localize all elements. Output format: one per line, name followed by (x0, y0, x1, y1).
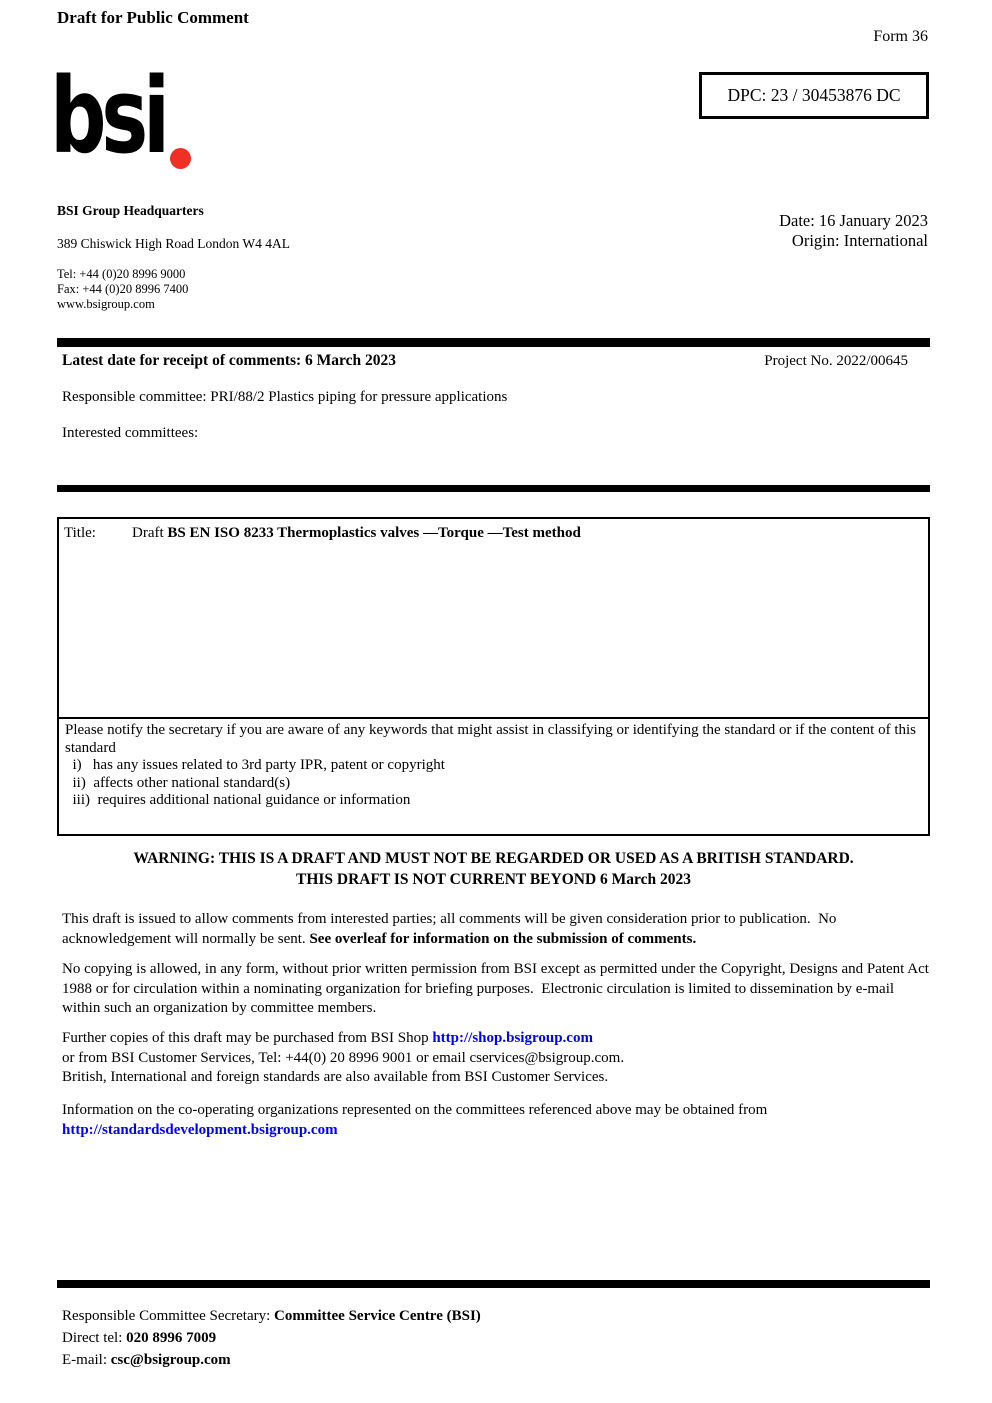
draft-issued-paragraph (62, 910, 930, 949)
hq-name: BSI Group Headquarters (57, 203, 204, 218)
warning-line-2: THIS DRAFT IS NOT CURRENT BEYOND 6 March 2023 (295, 871, 692, 888)
direct-tel-value: 020 8996 7009 (126, 1330, 217, 1346)
hq-tel: Tel: +44 (0)20 8996 9000 (57, 267, 186, 281)
direct-tel-label: Direct tel: (62, 1330, 127, 1346)
british-international-line: British, International and foreign standards are also available from BSI Customer Services. (62, 1069, 609, 1085)
bsi-logo-red-dot-icon (170, 148, 191, 169)
warning-block (57, 848, 930, 890)
dpc-number: DPC: 23 / 30453876 DC (727, 85, 901, 105)
draft-issued-text: This draft is issued to allow comments from interested parties; all comments will be given consideration prior to publication. No acknowledgement will normally be sent. (62, 911, 841, 947)
secretary-label: Responsible Committee Secretary: (62, 1308, 275, 1324)
standard-title-main: BS EN ISO 8233 Thermoplastics valves —Torque —Test method (167, 525, 581, 541)
project-number: Project No. 2022/00645 (764, 353, 908, 369)
cooperating-orgs-paragraph (62, 1100, 930, 1140)
email-value: csc@bsigroup.com (110, 1352, 231, 1368)
warning-line-1: WARNING: THIS IS A DRAFT AND MUST NOT BE REGARDED OR USED AS A BRITISH STANDARD. (133, 850, 854, 867)
direct-tel-line (62, 1327, 481, 1349)
no-copying-paragraph: No copying is allowed, in any form, without prior written permission from BSI except as permitted under the Copyright, Designs and Patent Act 1988 or for circulation within a nominating organization for briefing purposes. Electronic circulation is limited to dissemination by e-mail within such an organization by committee members. (62, 961, 933, 1016)
hq-street: 389 Chiswick High Road London W4 4AL (57, 236, 290, 251)
keywords-item-i: i) has any issues related to 3rd party IPR, patent or copyright (65, 757, 445, 773)
further-copies-line (62, 1029, 930, 1049)
keywords-notice-box (57, 717, 930, 836)
keywords-intro: Please notify the secretary if you are aware of any keywords that might assist in classifying or identifying the standard or if the content of this standard (65, 722, 920, 756)
hq-fax: Fax: +44 (0)20 8996 7400 (57, 282, 189, 296)
date-line: Date: 16 January 2023 (779, 211, 928, 230)
further-copies-text: Further copies of this draft may be purchased from BSI Shop (62, 1030, 433, 1046)
email-label: E-mail: (62, 1352, 111, 1368)
bsi-logo (50, 55, 165, 177)
horizontal-rule-middle (57, 485, 930, 492)
standard-title-prefix: Draft (132, 525, 168, 541)
hq-website: www.bsigroup.com (57, 297, 155, 311)
latest-date-label: Latest date for receipt of comments: 6 March 2023 (62, 352, 397, 369)
standards-development-link[interactable]: http://standardsdevelopment.bsigroup.com (62, 1122, 338, 1138)
date-origin-block (779, 211, 928, 250)
origin-line: Origin: International (791, 230, 928, 250)
standard-title (132, 525, 581, 542)
dpc-number-box (699, 72, 929, 119)
responsible-committee-line: Responsible committee: PRI/88/2 Plastics piping for pressure applications (62, 389, 508, 405)
bsi-logo-text: bsi (50, 55, 165, 177)
cooperating-orgs-text: Information on the co-operating organizations represented on the committees referenced above may be obtained from (62, 1102, 768, 1118)
horizontal-rule-top (57, 338, 930, 347)
bsi-shop-link[interactable]: http://shop.bsigroup.com (432, 1030, 593, 1046)
interested-committees-line: Interested committees: (62, 425, 199, 441)
horizontal-rule-bottom (57, 1280, 930, 1288)
title-box (57, 517, 930, 717)
footer-contact-block (62, 1305, 481, 1371)
keywords-item-iii: iii) requires additional national guidance or information (65, 792, 411, 808)
secretary-value: Committee Service Centre (BSI) (274, 1308, 481, 1324)
title-label: Title: (64, 525, 96, 541)
further-copies-paragraph (62, 1029, 930, 1088)
customer-services-line: or from BSI Customer Services, Tel: +44(0) 20 8996 9001 or email cservices@bsigroup.com. (62, 1049, 625, 1066)
keywords-item-ii: ii) affects other national standard(s) (65, 774, 291, 791)
email-line (62, 1349, 481, 1371)
secretary-line (62, 1305, 481, 1327)
form-number-label: Form 36 (873, 28, 928, 45)
see-overleaf-text: See overleaf for information on the submission of comments. (309, 930, 697, 947)
draft-for-public-comment-heading: Draft for Public Comment (57, 8, 249, 27)
latest-date-row (62, 352, 908, 370)
